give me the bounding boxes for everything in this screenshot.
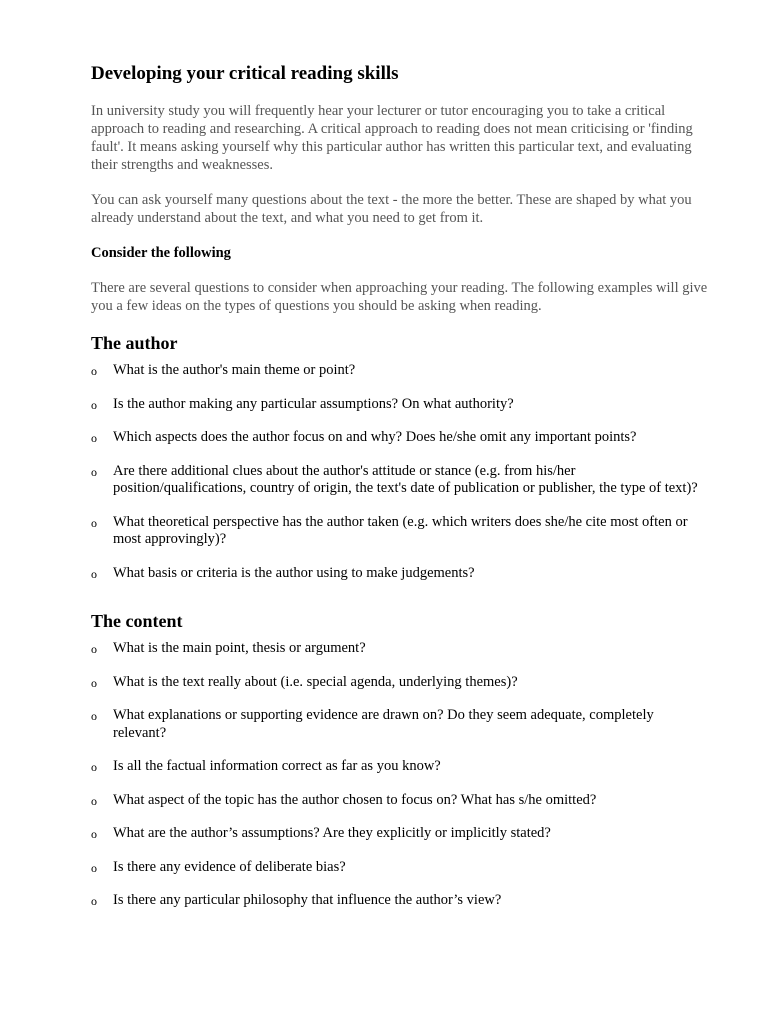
- question-text: What basis or criteria is the author using to make judgements?: [113, 564, 475, 581]
- list-item: [91, 674, 708, 692]
- question-text: What explanations or supporting evidence are drawn on? Do they seem adequate, completely relevant?: [113, 707, 654, 741]
- bullet-icon: o: [91, 709, 97, 723]
- question-text: What are the author’s assumptions? Are they explicitly or implicitly stated?: [113, 825, 551, 841]
- list-item: [91, 463, 708, 498]
- list-item: [91, 640, 708, 658]
- bullet-icon: o: [91, 675, 97, 690]
- bullet-icon: o: [91, 364, 97, 378]
- question-text: Is there any evidence of deliberate bias?: [113, 858, 346, 875]
- bullet-icon: o: [91, 827, 97, 841]
- bullet-icon: o: [91, 515, 97, 530]
- page-title: Developing your critical reading skills: [91, 63, 399, 84]
- list-item: [91, 758, 708, 776]
- question-text: Is all the factual information correct as far as you know?: [113, 758, 441, 774]
- bullet-icon: o: [91, 464, 97, 479]
- list-item: [91, 792, 708, 810]
- question-text: Is there any particular philosophy that influence the author’s view?: [113, 892, 502, 908]
- question-text: What aspect of the topic has the author chosen to focus on? What has s/he omitted?: [113, 791, 597, 808]
- section-title-author: The author: [91, 333, 178, 353]
- question-text: What is the main point, thesis or argument?: [113, 640, 366, 656]
- author-question-list: [91, 362, 708, 582]
- list-item: [91, 429, 708, 447]
- bullet-icon: o: [91, 642, 97, 656]
- list-item: [91, 825, 708, 843]
- question-text: What is the author's main theme or point?: [113, 362, 356, 378]
- list-item: [91, 396, 708, 414]
- list-item: [91, 892, 708, 910]
- list-item: [91, 859, 708, 877]
- bullet-icon: o: [91, 566, 97, 581]
- intro-paragraph: You can ask yourself many questions about the text - the more the better. These are shaped by what you already understand about the text, and what you need to get from it.: [91, 192, 692, 226]
- question-text: What theoretical perspective has the author taken (e.g. which writers does she/he cite most often or most approvingly)?: [113, 513, 688, 547]
- list-item: [91, 514, 708, 549]
- bullet-icon: o: [91, 431, 97, 445]
- question-text: Which aspects does the author focus on and why? Does he/she omit any important points?: [113, 429, 637, 445]
- bullet-icon: o: [91, 860, 97, 875]
- consider-paragraph: There are several questions to consider when approaching your reading. The following examples will give you a few ideas on the types of questions you should be asking when reading.: [91, 280, 708, 314]
- list-item: [91, 707, 708, 742]
- bullet-icon: o: [91, 793, 97, 808]
- list-item: [91, 565, 708, 583]
- intro-paragraph: In university study you will frequently hear your lecturer or tutor encouraging you to take a critical approach to reading and researching. A critical approach to reading does not mean criticising or 'finding fault'. It means asking yourself why this particular author has written this particular text, and evaluating their strengths and weaknesses.: [91, 103, 693, 173]
- question-text: Are there additional clues about the author's attitude or stance (e.g. from his/her position/qualifications, country of origin, the text's date of publication or publisher, the type of text)?: [113, 462, 698, 496]
- bullet-icon: o: [91, 760, 97, 774]
- question-text: What is the text really about (i.e. special agenda, underlying themes)?: [113, 673, 518, 690]
- list-item: [91, 362, 708, 380]
- consider-heading: Consider the following: [91, 245, 231, 261]
- content-question-list: [91, 640, 708, 910]
- bullet-icon: o: [91, 894, 97, 908]
- bullet-icon: o: [91, 397, 97, 412]
- question-text: Is the author making any particular assumptions? On what authority?: [113, 395, 514, 412]
- section-title-content: The content: [91, 611, 183, 631]
